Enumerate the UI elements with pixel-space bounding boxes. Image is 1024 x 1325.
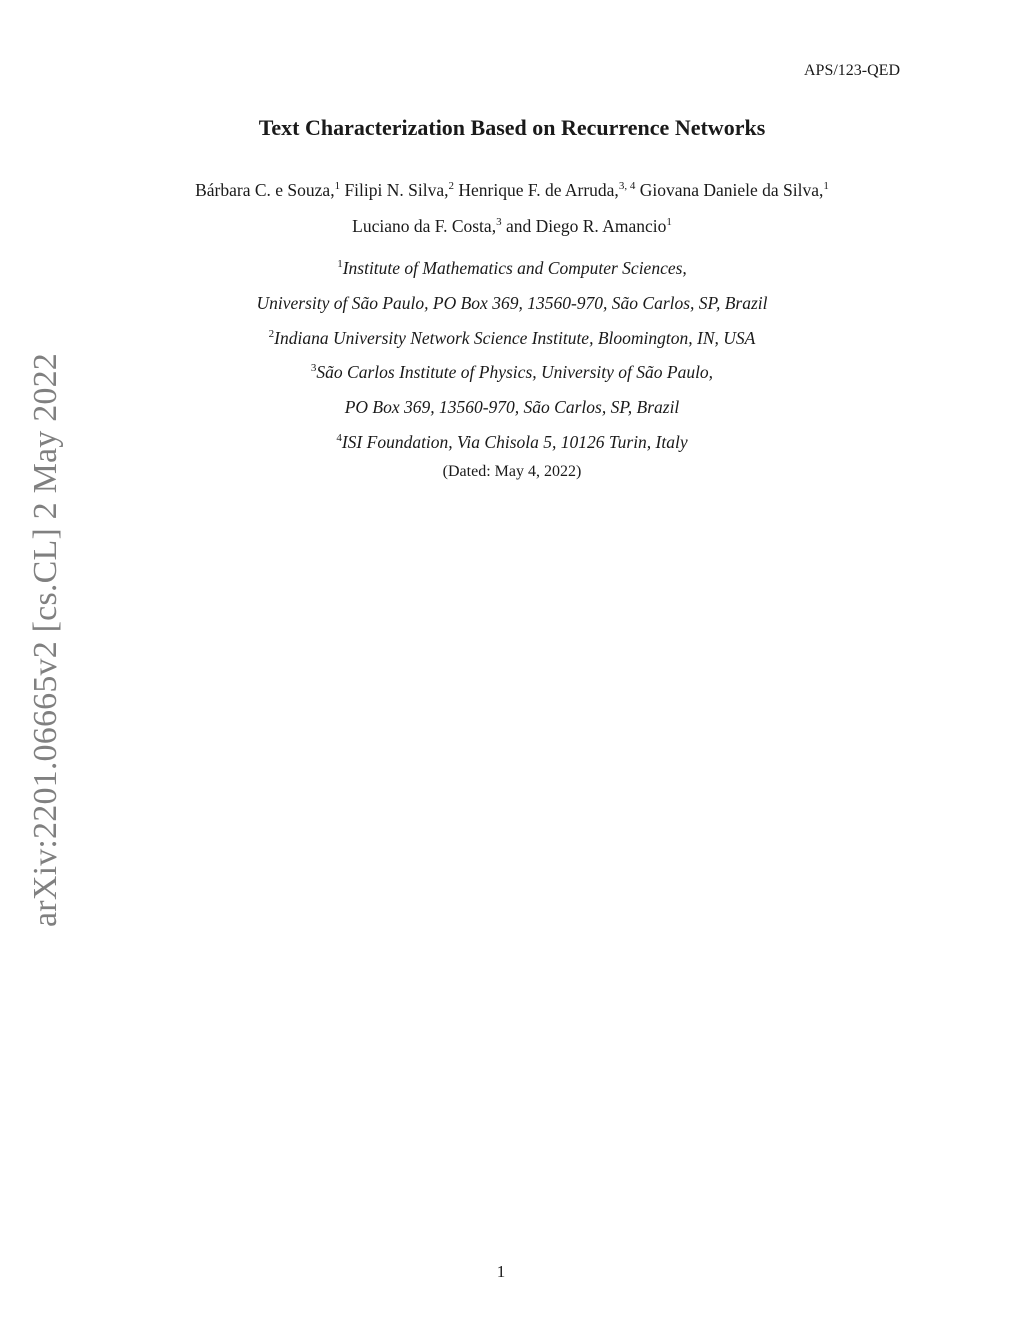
- affiliation-marker: 4: [336, 431, 342, 444]
- affiliation-list: [0, 251, 1024, 460]
- affiliation-marker: 2: [268, 327, 275, 340]
- author-affil-marker: 1: [666, 216, 672, 228]
- author-affil-marker: 1: [823, 180, 829, 192]
- preprint-id: APS/123-QED: [803, 62, 900, 79]
- affiliation-marker: 3: [310, 362, 317, 375]
- author-list: [180, 172, 844, 244]
- affiliation-line: $^2$Indiana University Network Science Institute, Bloomington, IN, USA: [268, 327, 756, 348]
- author: Bárbara C. e Souza,$^1$: [195, 180, 341, 200]
- author: Giovana Daniele da Silva,$^1$: [639, 180, 829, 200]
- affiliation-line: $^4$ISI Foundation, Via Chisola 5, 10126 Turin, Italy: [336, 431, 688, 452]
- affiliation-line: University of São Paulo, PO Box 369, 13560-970, São Carlos, SP, Brazil: [256, 292, 768, 313]
- author: Henrique F. de Arruda,$^{3, 4}$: [458, 180, 636, 200]
- dated-line: (Dated: May 4, 2022): [442, 463, 582, 480]
- affiliation-line: $^1$Institute of Mathematics and Computer Sciences,: [337, 258, 687, 278]
- page-number: 1: [496, 1262, 506, 1281]
- affiliation-line: $^3$São Carlos Institute of Physics, University of São Paulo,: [310, 362, 714, 383]
- arxiv-stamp[interactable]: arXiv:2201.06665v2 [cs.CL] 2 May 2022: [27, 353, 64, 927]
- paper-title: Text Characterization Based on Recurrence Networks: [258, 115, 766, 140]
- author: Luciano da F. Costa,$^3$: [352, 216, 502, 236]
- author: and Diego R. Amancio$^1$: [505, 216, 672, 236]
- author-affil-marker: 1: [334, 180, 341, 192]
- affiliation-marker: 1: [337, 258, 343, 270]
- affiliation-line: PO Box 369, 13560-970, São Carlos, SP, Brazil: [344, 397, 680, 418]
- author-affil-marker: 2: [448, 180, 454, 192]
- author-affil-marker: 3, 4: [618, 180, 636, 192]
- author: Filipi N. Silva,$^2$: [344, 180, 454, 200]
- author-affil-marker: 3: [496, 216, 502, 228]
